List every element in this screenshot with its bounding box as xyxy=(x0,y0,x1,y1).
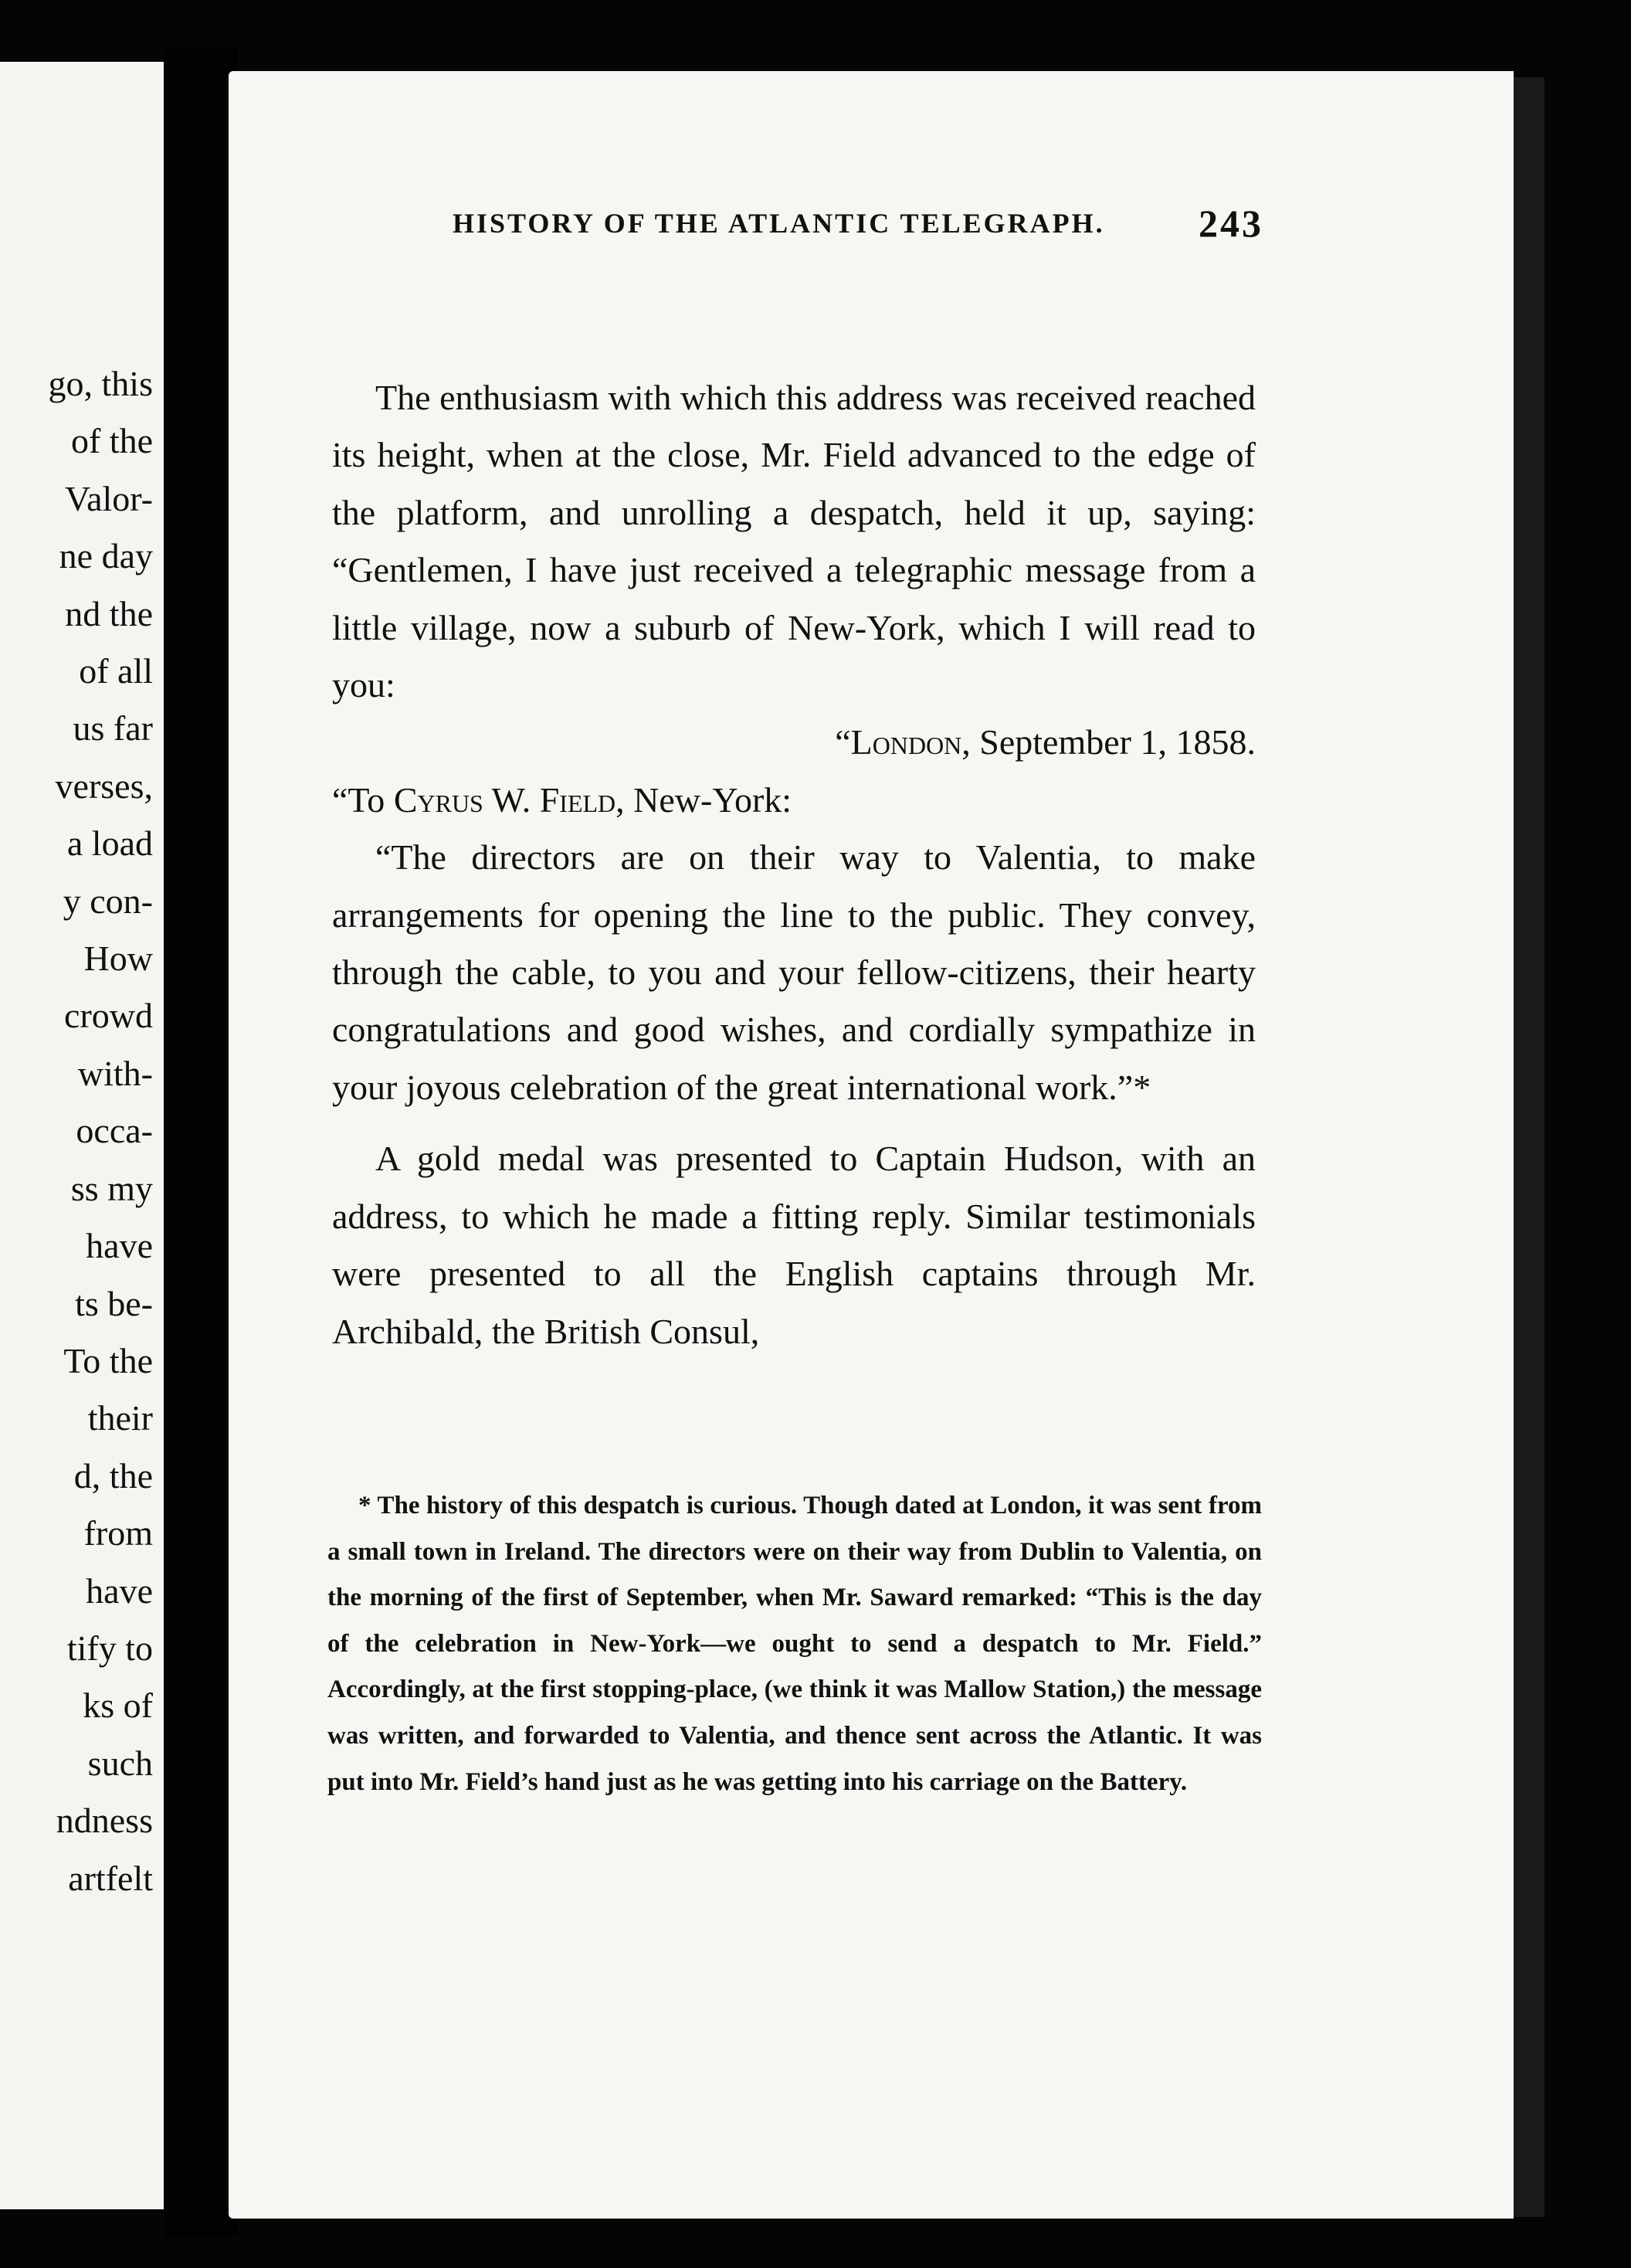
left-page-line: have xyxy=(86,1226,153,1266)
left-page-line: How xyxy=(83,939,153,979)
left-page-line: us far xyxy=(73,708,153,749)
left-page-line: artfelt xyxy=(68,1858,153,1898)
book-gutter xyxy=(164,46,238,2237)
salutation-name: Cyrus W. Field, xyxy=(393,779,625,820)
dateline-date: September 1, 1858. xyxy=(970,722,1256,762)
left-page-line: ne day xyxy=(59,536,153,576)
salutation xyxy=(332,772,1256,829)
left-page-line: ndness xyxy=(56,1801,153,1841)
dateline xyxy=(332,714,1256,771)
left-page-line: tify to xyxy=(66,1628,153,1668)
paragraph-2: A gold medal was presented to Captain Hudson, with an address, to which he made a fitting reply. Similar testimonials were presented to all the English captains through Mr. Archibald, the British Consul, xyxy=(332,1139,1256,1351)
left-page-line: their xyxy=(87,1398,153,1438)
left-page-line: a load xyxy=(66,823,153,864)
left-page-line: Valor- xyxy=(64,478,153,518)
running-head: HISTORY OF THE ATLANTIC TELEGRAPH. xyxy=(453,208,1105,239)
left-page-line: ss my xyxy=(70,1168,153,1208)
left-page-line: go, this xyxy=(48,364,153,403)
left-page-line: nd the xyxy=(65,593,153,633)
footnote xyxy=(327,1483,1262,1805)
left-page-line: have xyxy=(86,1570,153,1611)
left-page-line: of the xyxy=(70,421,153,461)
left-page-line: with- xyxy=(77,1053,153,1093)
left-page-line: y con- xyxy=(63,881,153,921)
left-page-line: d, the xyxy=(73,1455,153,1496)
left-page-text xyxy=(49,355,153,1907)
left-page-line: ks of xyxy=(83,1686,153,1726)
page-number: 243 xyxy=(1199,202,1263,245)
left-page-line: occa- xyxy=(76,1111,153,1151)
left-page-line: of all xyxy=(79,651,153,691)
left-page-line: verses, xyxy=(55,766,153,806)
left-page-fragment xyxy=(0,62,164,2209)
left-page-line: from xyxy=(83,1513,153,1553)
footnote-text: * The history of this despatch is curious. Though dated at London, it was sent from a small town in Ireland. The directors were on their way from Dublin to Valentia, on the morning of the first of September, when Mr. Saward remarked: “This is the day of the celebration in New-York—we ought to send a despatch to Mr. Field.” Accordingly, at the first stopping-place, (we think it was Mallow Station,) the message was written, and forwarded to Valentia, and thence sent across the Atlantic. It was put into Mr. Field’s hand just as he was getting into his carriage on the Battery. xyxy=(327,1492,1262,1796)
left-page-line: ts be- xyxy=(75,1283,153,1323)
page-edge xyxy=(1514,77,1545,2217)
left-page-line: such xyxy=(87,1743,153,1783)
body-text xyxy=(332,369,1256,1360)
paragraph-1: The enthusiasm with which this address was received reached its height, when at the close, Mr. Field advanced to the edge of the platform, and unrolling a despatch, held it up, saying: “Gentlemen, I have just received a telegraphic message from a little village, now a suburb of New-York, which I will read to you: xyxy=(332,378,1256,705)
left-page-line: To the xyxy=(63,1340,153,1380)
salutation-suffix: New-York: xyxy=(624,779,792,820)
quoted-telegram: “The directors are on their way to Valentia, to make arrangements for opening the line to the public. They convey, through the cable, to you and your fellow-citizens, their hearty congratulations and good wishes, and cordially sympathize in your joyous celebration of the great international work.”* xyxy=(332,837,1256,1107)
salutation-prefix: “To xyxy=(332,779,394,820)
left-page-line: crowd xyxy=(64,996,153,1036)
dateline-place: “London, xyxy=(835,722,971,762)
